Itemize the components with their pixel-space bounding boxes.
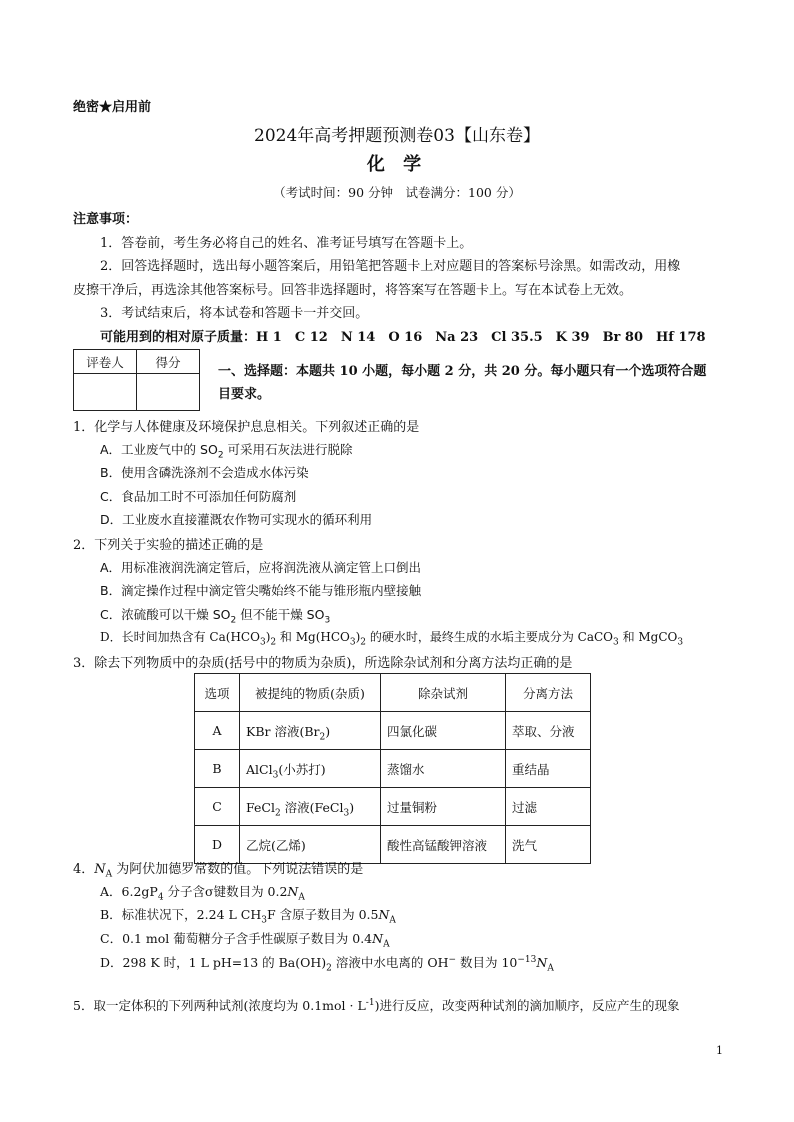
q2-option-b: B．滴定操作过程中滴定管尖嘴始终不能与锥形瓶内壁接触 xyxy=(100,583,422,598)
note-1: 1．答卷前，考生务必将自己的姓名、准考证号填写在答题卡上。 xyxy=(100,236,473,251)
table-row xyxy=(195,788,591,826)
q3-header-method: 分离方法 xyxy=(506,674,591,712)
q3-table xyxy=(194,673,591,864)
q3-row-method: 重结晶 xyxy=(506,750,591,788)
note-2: 2．回答选择题时，选出每小题答案后，用铅笔把答题卡上对应题目的答案标号涂黑。如需改动，用橡 xyxy=(100,259,681,274)
grader-label: 评卷人 xyxy=(74,350,137,374)
page-number: 1 xyxy=(716,1044,723,1057)
q5-stem: 5．取一定体积的下列两种试剂(浓度均为 $0.1mol \cdot L^{-1}$)进行反应，改变两种试剂的滴加顺序，反应产生的现象 xyxy=(73,997,680,1013)
q4-option-b: B．标准状况下，2.24 L $CH_3F$ 含原子数目为 $0.5N_A$ xyxy=(100,907,396,926)
note-3: 3．考试结束后，将本试卷和答题卡一并交回。 xyxy=(100,306,369,321)
q1-stem: 1．化学与人体健康及环境保护息息相关。下列叙述正确的是 xyxy=(73,420,420,435)
q3-row-reagent: 蒸馏水 xyxy=(381,750,506,788)
q3-row-substance: FeCl$_2$ 溶液(FeCl$_3$) xyxy=(240,788,381,826)
section1-heading-cont: 目要求。 xyxy=(218,387,271,402)
q4-option-d: D．298 K 时，1 L pH=13 的 $Ba(OH)_2$ 溶液中水电离的 OH− 数目为 $10^{-13}N_A$ xyxy=(100,954,554,974)
q3-row-reagent: 酸性高锰酸钾溶液 xyxy=(381,826,506,864)
score-label: 得分 xyxy=(137,350,200,374)
q3-row-reagent: 过量铜粉 xyxy=(381,788,506,826)
q4-option-a: A．$6.2gP_4$ 分子含σ键数目为 $0.2N_A$ xyxy=(100,884,305,903)
q4-option-c: C．0.1 mol 葡萄糖分子含手性碳原子数目为 $0.4N_A$ xyxy=(100,931,390,950)
secret-label: 绝密★启用前 xyxy=(73,100,152,115)
q1-option-d: D．工业废水直接灌溉农作物可实现水的循环利用 xyxy=(100,512,373,527)
q2-option-c: C．浓硫酸可以干燥 $SO_2$ 但不能干燥 $SO_3$ xyxy=(100,607,331,626)
subject-title: 化 学 xyxy=(366,154,428,175)
table-row xyxy=(195,712,591,750)
q3-row-option: D xyxy=(195,826,240,864)
note-2-cont: 皮擦干净后，再选涂其他答案标号。回答非选择题时，将答案写在答题卡上。写在本试卷上无效。 xyxy=(73,283,633,298)
notes-heading: 注意事项： xyxy=(73,212,139,227)
grader-cell xyxy=(74,374,137,411)
score-cell xyxy=(137,374,200,411)
exam-info: （考试时间：90 分钟 试卷满分：100 分） xyxy=(273,185,521,200)
q3-row-reagent: 四氯化碳 xyxy=(381,712,506,750)
q4-stem: 4．$N_A$ 为阿伏加德罗常数的值。下列说法错误的是 xyxy=(73,862,364,880)
q2-option-a: A．用标准液润洗滴定管后，应将润洗液从滴定管上口倒出 xyxy=(100,560,422,575)
section1-heading: 一、选择题：本题共 10 小题，每小题 2 分，共 20 分。每小题只有一个选项符合题 xyxy=(218,364,707,379)
q3-row-substance: 乙烷(乙烯) xyxy=(240,826,381,864)
q3-row-substance: KBr 溶液$(Br_2)$ xyxy=(240,712,381,750)
q3-row-substance: AlCl$_3$(小苏打) xyxy=(240,750,381,788)
score-table xyxy=(73,349,200,411)
q2-stem: 2．下列关于实验的描述正确的是 xyxy=(73,538,264,553)
q3-header-reagent: 除杂试剂 xyxy=(381,674,506,712)
q3-row-method: 洗气 xyxy=(506,826,591,864)
q2-option-d: D．长时间加热含有 $Ca(HCO_3)_2$ 和 $Mg(HCO_3)_2$ 的硬水时，最终生成的水垢主要成分为 CaCO$_3$ 和 MgCO$_3$ xyxy=(100,630,684,648)
q3-row-option: C xyxy=(195,788,240,826)
q3-header-substance: 被提纯的物质(杂质) xyxy=(240,674,381,712)
q1-option-a: A．工业废气中的 $SO_2$ 可采用石灰法进行脱除 xyxy=(100,442,353,461)
exam-title: 2024年高考押题预测卷03【山东卷】 xyxy=(254,126,540,146)
q3-row-method: 萃取、分液 xyxy=(506,712,591,750)
table-row xyxy=(195,750,591,788)
q3-header-option: 选项 xyxy=(195,674,240,712)
atomic-masses: 可能用到的相对原子质量：H 1 C 12 N 14 O 16 Na 23 Cl 35.5 K 39 Br 80 Hf 178 xyxy=(100,330,706,345)
q1-option-b: B．使用含磷洗涤剂不会造成水体污染 xyxy=(100,465,309,480)
q3-row-option: A xyxy=(195,712,240,750)
q3-row-option: B xyxy=(195,750,240,788)
q1-option-c: C．食品加工时不可添加任何防腐剂 xyxy=(100,489,297,504)
q3-stem: 3．除去下列物质中的杂质(括号中的物质为杂质)，所选除杂试剂和分离方法均正确的是 xyxy=(73,656,573,671)
q3-row-method: 过滤 xyxy=(506,788,591,826)
